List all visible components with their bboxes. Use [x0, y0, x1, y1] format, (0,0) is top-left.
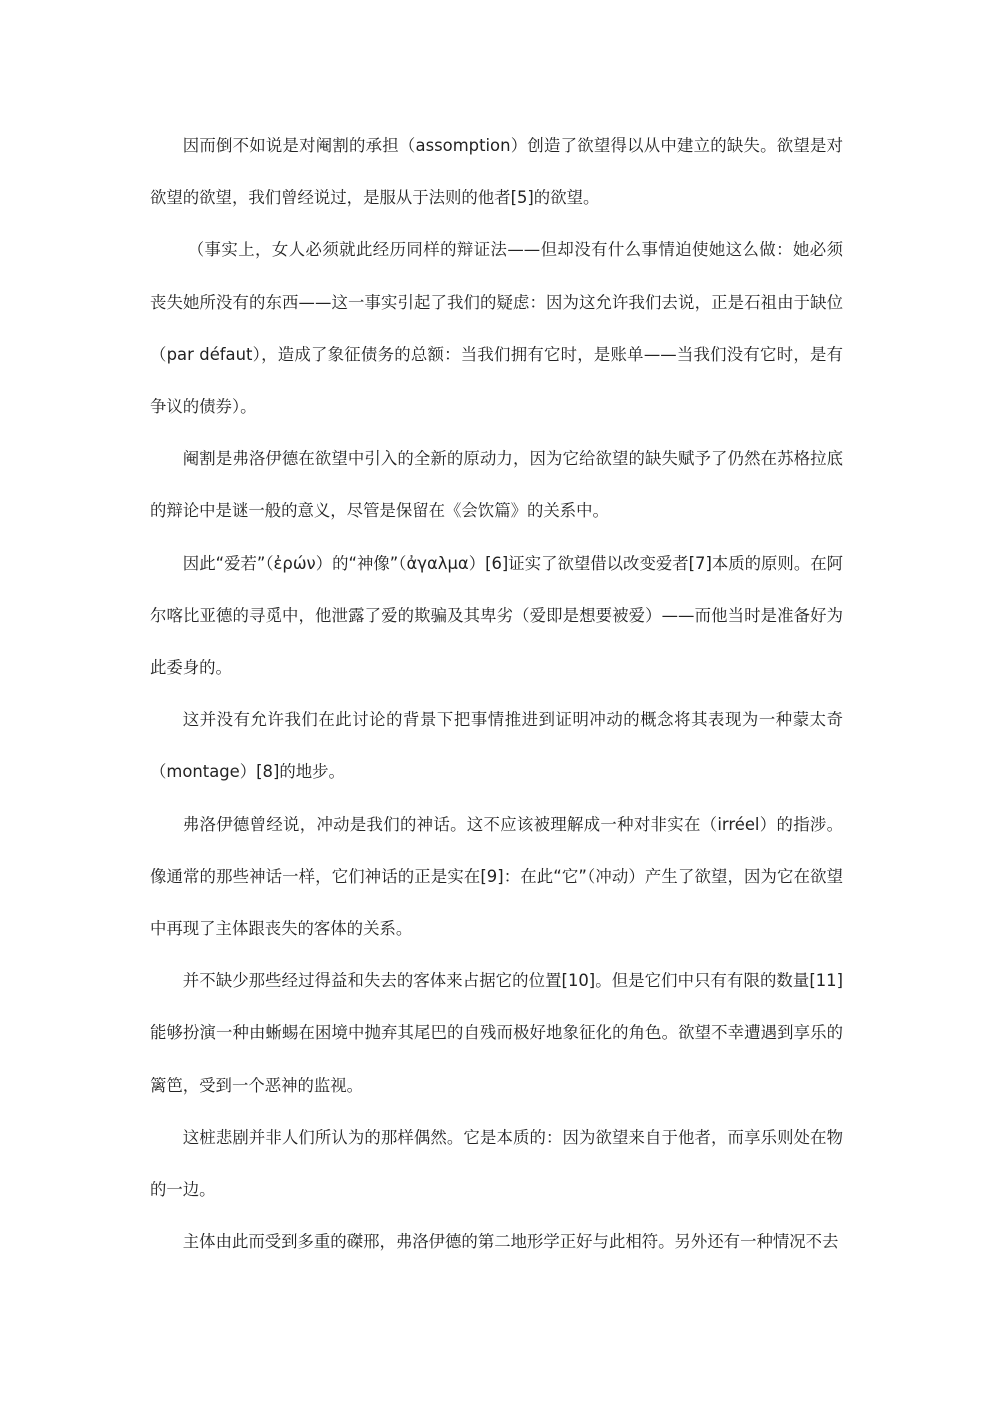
- document-page: [150, 120, 843, 1268]
- paragraph-drive-myth: 弗洛伊德曾经说，冲动是我们的神话。这不应该被理解成一种对非实在（irréel）的指涉。像通常的那些神话一样，它们神话的正是实在[9]：在此“它”（冲动）产生了欲望，因为它在欲望中再现了主体跟丧失的客体的关系。: [150, 814, 843, 939]
- paragraph-woman-dialectic: （事实上，女人必须就此经历同样的辩证法——但却没有什么事情迫使她这么做：她必须丧失她所没有的东西——这一事实引起了我们的疑虑：因为这允许我们去说，正是石祖由于缺位（par défaut），造成了象征债务的总额：当我们拥有它时，是账单——当我们没有它时，是有争议的债券）。: [150, 240, 843, 417]
- paragraph-drive-montage: 这并没有允许我们在此讨论的背景下把事情推进到证明冲动的概念将其表现为一种蒙太奇（montage）[8]的地步。: [150, 710, 843, 782]
- paragraph-agalma: 因此“爱若”（ἐρών）的“神像”（ἀγαλμα）[6]证实了欲望借以改变爱者[7]本质的原则。在阿尔喀比亚德的寻觅中，他泄露了爱的欺骗及其卑劣（爱即是想要被爱）——而他当时是准备好为此委身的。: [150, 553, 843, 678]
- paragraph-castration-assumption: 因而倒不如说是对阉割的承担（assomption）创造了欲望得以从中建立的缺失。欲望是对欲望的欲望，我们曾经说过，是服从于法则的他者[5]的欲望。: [150, 136, 843, 208]
- paragraph-tragedy: 这桩悲剧并非人们所认为的那样偶然。它是本质的：因为欲望来自于他者，而享乐则处在物的一边。: [150, 1127, 843, 1200]
- paragraph-second-topography: 主体由此而受到多重的磔邢，弗洛伊德的第二地形学正好与此相符。另外还有一种情况不去: [182, 1232, 839, 1252]
- paragraph-castration-motive: 阉割是弗洛伊德在欲望中引入的全新的原动力，因为它给欲望的缺失赋予了仍然在苏格拉底的辩论中是谜一般的意义，尽管是保留在《会饮篇》的关系中。: [150, 449, 843, 521]
- paragraph-lost-objects: 并不缺少那些经过得益和失去的客体来占据它的位置[10]。但是它们中只有有限的数量[11]能够扮演一种由蜥蜴在困境中抛弃其尾巴的自残而极好地象征化的角色。欲望不幸遭遇到享乐的篱笆，受到一个恶神的监视。: [150, 971, 843, 1095]
